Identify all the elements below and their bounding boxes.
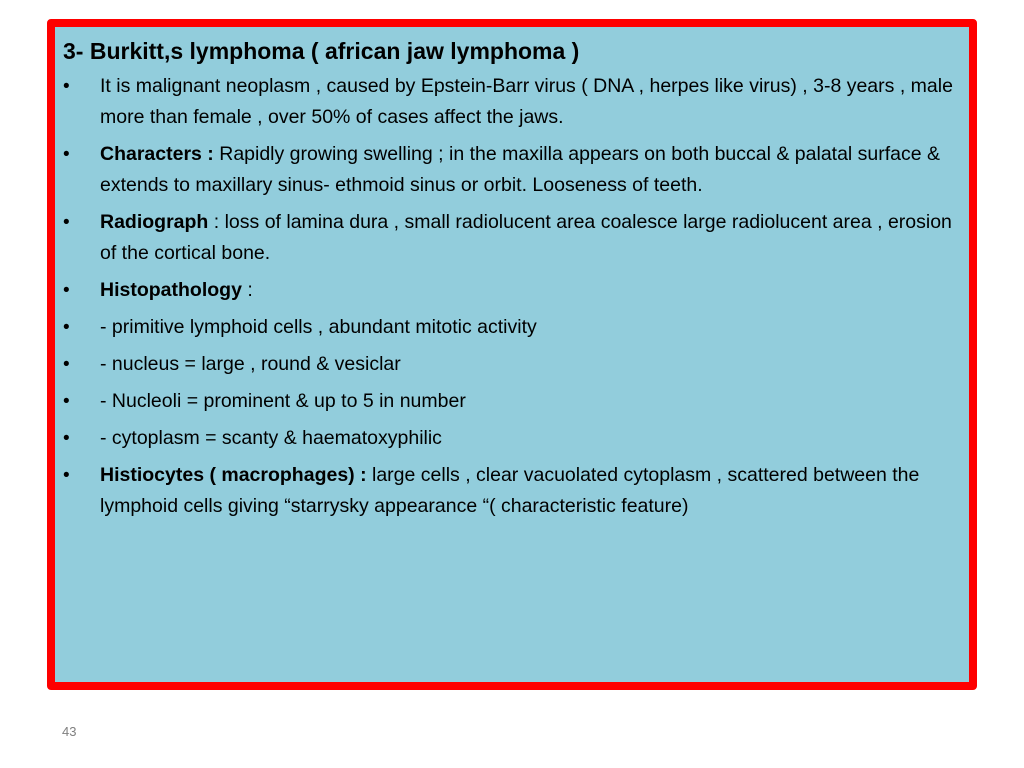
bullet-item bbox=[63, 460, 967, 522]
bullet-heading: Histopathology bbox=[100, 279, 242, 301]
bullet-heading: Characters : bbox=[100, 143, 214, 165]
bullet-text: - Nucleoli = prominent & up to 5 in number bbox=[100, 390, 466, 412]
bullet-text: - cytoplasm = scanty & haematoxyphilic bbox=[100, 427, 442, 449]
bullet-list bbox=[63, 71, 967, 522]
bullet-text: : loss of lamina dura , small radiolucent area coalesce large radiolucent area , erosion of the cortical bone. bbox=[100, 211, 952, 264]
bullet-item bbox=[63, 207, 967, 269]
page-number: 43 bbox=[62, 724, 77, 739]
bullet-text: - primitive lymphoid cells , abundant mitotic activity bbox=[100, 316, 537, 338]
bullet-item bbox=[63, 386, 967, 417]
bullet-item bbox=[63, 312, 967, 343]
content-box bbox=[47, 19, 977, 690]
bullet-item bbox=[63, 423, 967, 454]
bullet-icon: • bbox=[63, 354, 70, 375]
bullet-icon: • bbox=[63, 144, 70, 165]
bullet-item bbox=[63, 349, 967, 380]
bullet-item bbox=[63, 71, 967, 133]
bullet-item bbox=[63, 139, 967, 201]
bullet-icon: • bbox=[63, 317, 70, 338]
bullet-icon: • bbox=[63, 76, 70, 97]
bullet-icon: • bbox=[63, 280, 70, 301]
bullet-text: - nucleus = large , round & vesiclar bbox=[100, 353, 401, 375]
bullet-text: large cells , clear vacuolated cytoplasm , scattered between the lymphoid cells giving “starrysky appearance “( characteristic feature) bbox=[100, 464, 920, 517]
bullet-item bbox=[63, 275, 967, 306]
bullet-icon: • bbox=[63, 391, 70, 412]
bullet-heading: Radiograph bbox=[100, 211, 209, 233]
bullet-text: Rapidly growing swelling ; in the maxilla appears on both buccal & palatal surface & extends to maxillary sinus- ethmoid sinus or orbit. Looseness of teeth. bbox=[100, 143, 941, 196]
bullet-icon: • bbox=[63, 428, 70, 449]
bullet-heading: Histiocytes ( macrophages) : bbox=[100, 464, 367, 486]
bullet-icon: • bbox=[63, 465, 70, 486]
bullet-icon: • bbox=[63, 212, 70, 233]
bullet-text: : bbox=[241, 279, 253, 301]
slide-content bbox=[63, 37, 967, 528]
slide-title: 3- Burkitt,s lymphoma ( african jaw lymphoma ) bbox=[63, 38, 580, 64]
bullet-text: It is malignant neoplasm , caused by Epstein-Barr virus ( DNA , herpes like virus) , 3-8 years , male more than female , over 50% of cases affect the jaws. bbox=[100, 75, 953, 128]
